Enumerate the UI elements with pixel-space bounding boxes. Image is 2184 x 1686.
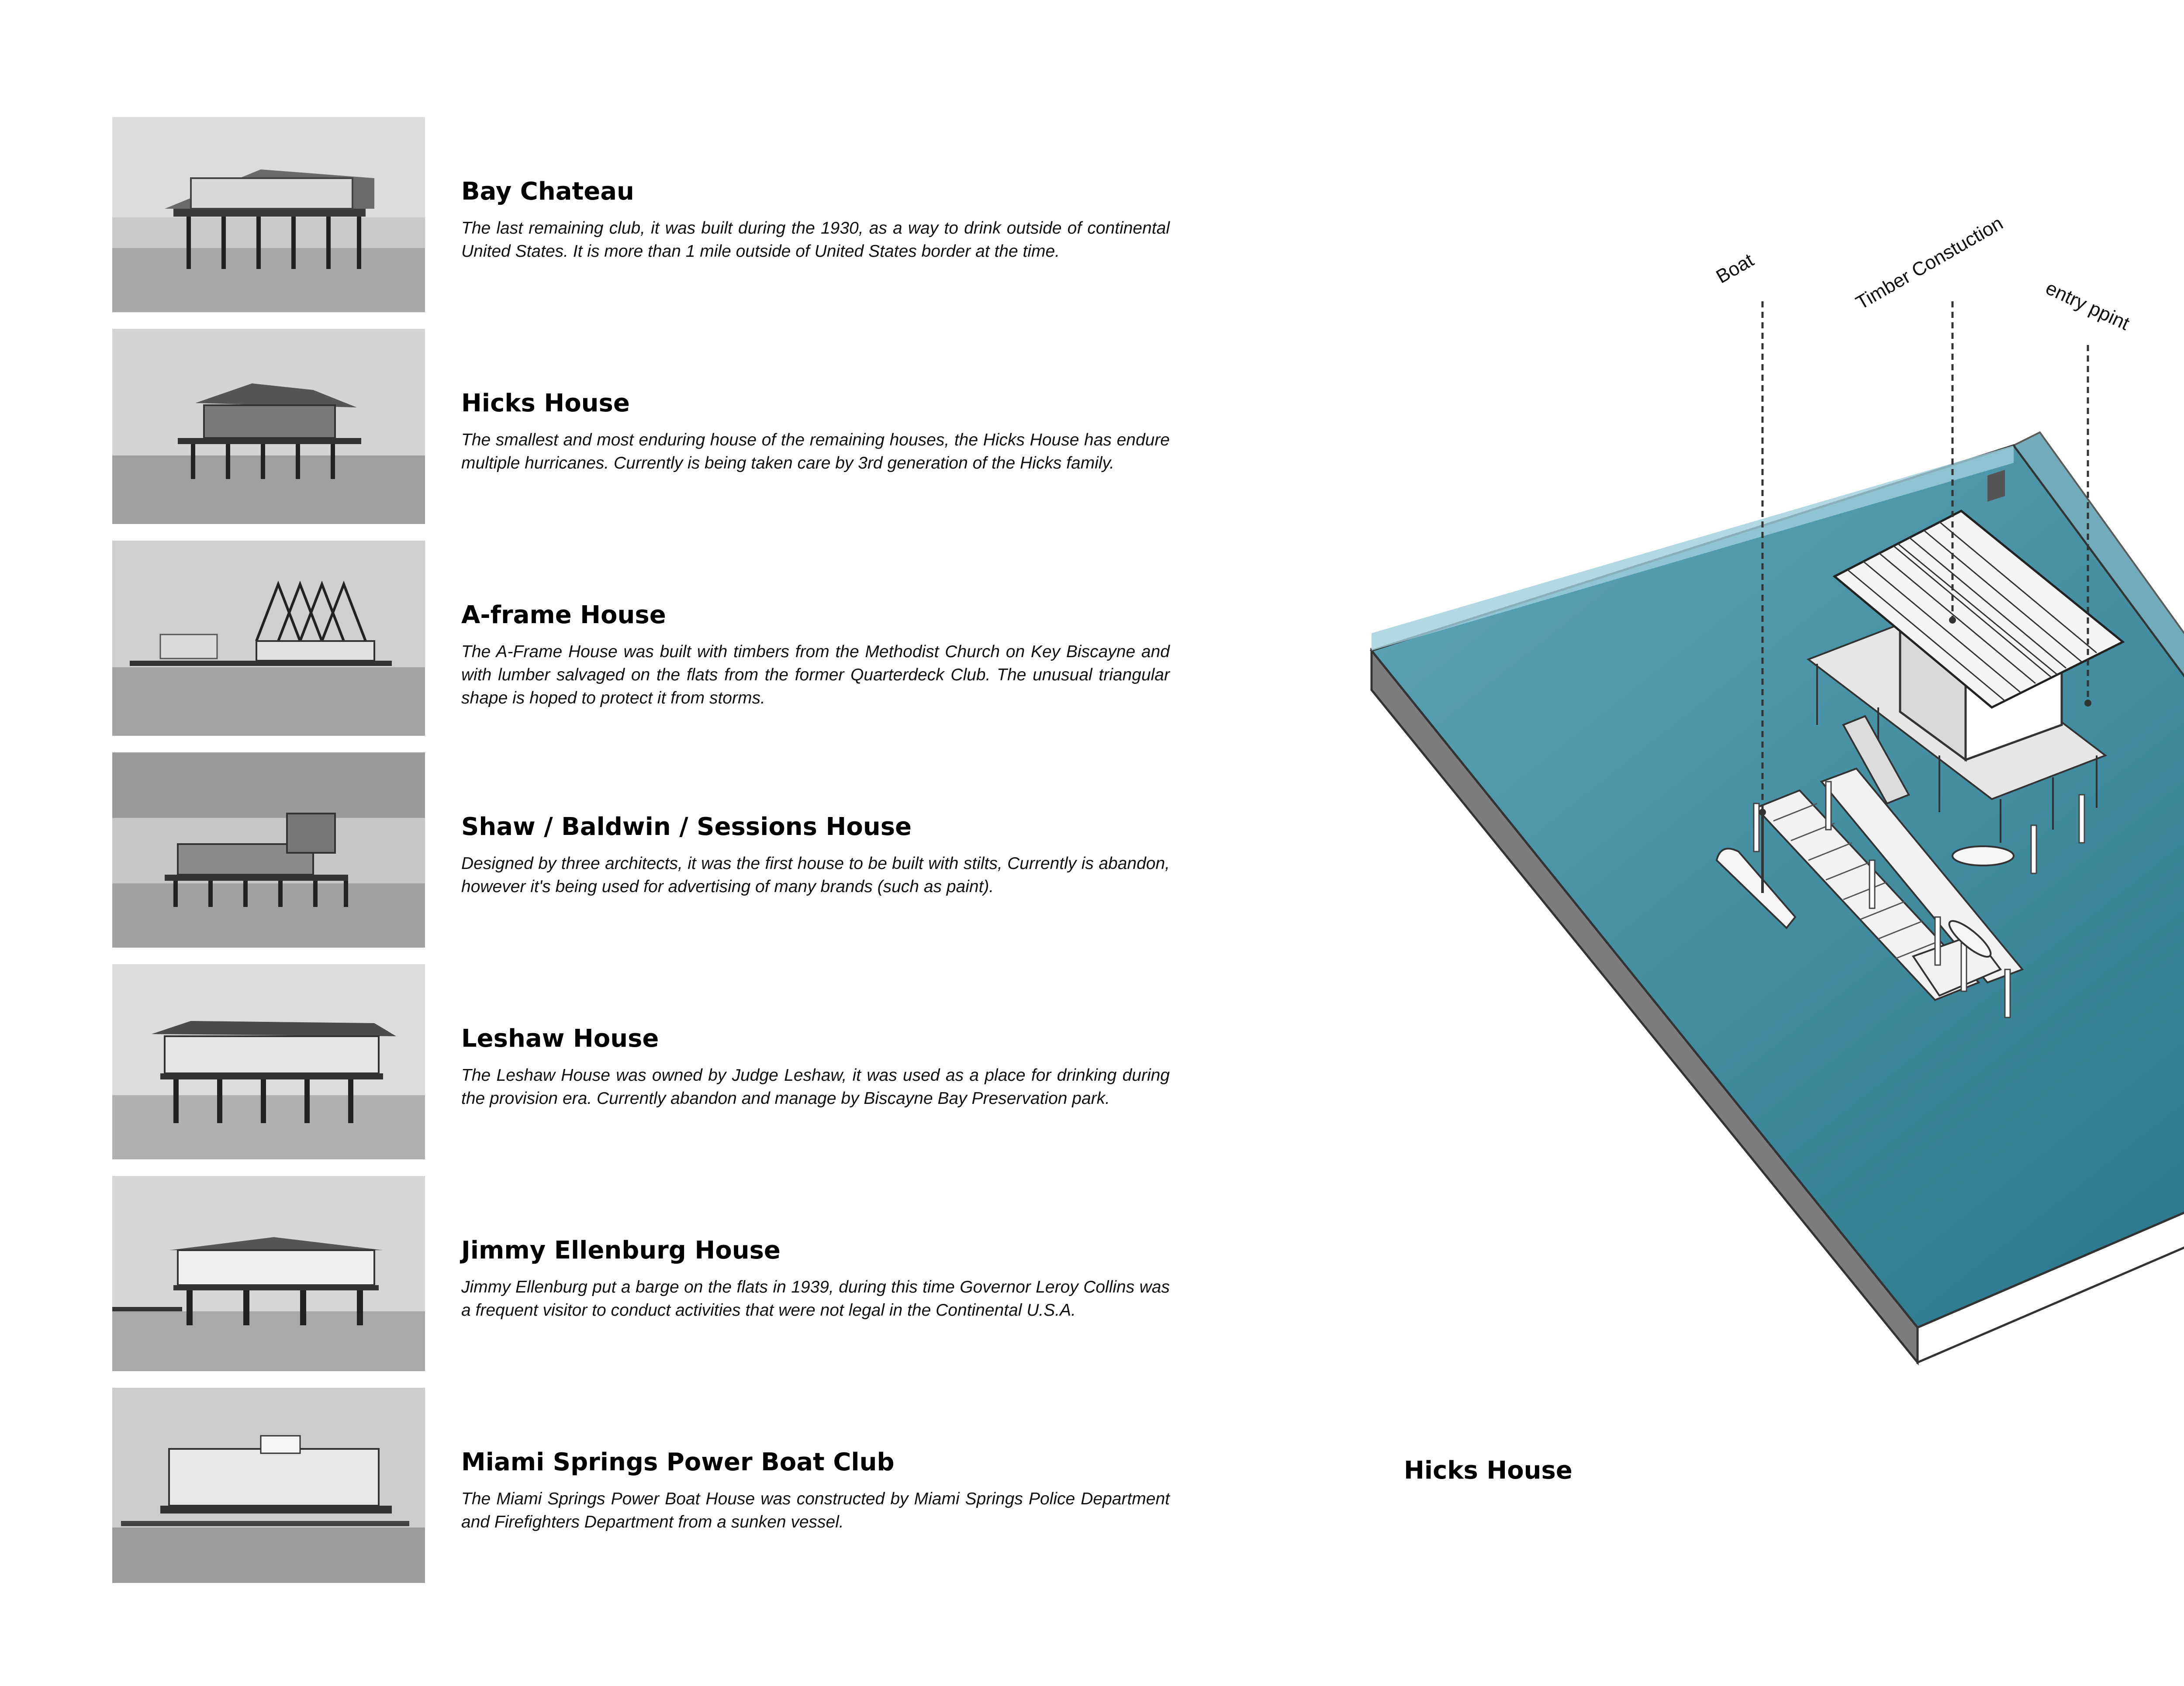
house-entry: [0, 1388, 1267, 1584]
callout-entry-point: entry ppint: [2042, 277, 2133, 334]
house-description: The Leshaw House was owned by Judge Leshaw, it was used as a place for drinking during the provision era. Currently abandon and manage by Biscayne Bay Preservation park.: [461, 1066, 1170, 1108]
callout-timber-construction: Timber Constuction: [1852, 212, 2007, 314]
house-description: The smallest and most enduring house of the remaining houses, the Hicks House has endure multiple hurricanes. Currently is being taken care by 3rd generation of the Hicks family.: [461, 431, 1170, 472]
house-entry: [0, 117, 1267, 314]
house-title: A-frame House: [461, 601, 666, 629]
house-photo: [112, 329, 425, 524]
diagram-caption: Hicks House: [1404, 1456, 1572, 1485]
house-entry: [0, 964, 1267, 1161]
house-photo: [112, 1388, 425, 1583]
house-entry: [0, 329, 1267, 525]
house-photo: [112, 541, 425, 736]
house-title: Leshaw House: [461, 1024, 659, 1053]
house-title: Shaw / Baldwin / Sessions House: [461, 813, 912, 841]
house-entry: [0, 541, 1267, 737]
house-photo: [112, 117, 425, 312]
house-description: The last remaining club, it was built during the 1930, as a way to drink outside of continental United States. It is more than 1 mile outside of United States border at the time.: [461, 219, 1170, 261]
house-title: Bay Chateau: [461, 177, 634, 206]
house-photo: [112, 1176, 425, 1371]
house-description: Designed by three architects, it was the first house to be built with stilts, Currently is abandon, however it's being used for advertising of many brands (such as paint).: [461, 854, 1170, 896]
house-photo: [112, 752, 425, 948]
house-title: Hicks House: [461, 389, 630, 417]
house-description: The A-Frame House was built with timbers from the Methodist Church on Key Biscayne and with lumber salvaged on the flats from the former Quarterdeck Club. The unusual triangular shape is hoped to protect it from storms.: [461, 642, 1170, 707]
house-photo: [112, 964, 425, 1159]
callout-boat: Boat: [1712, 249, 1758, 288]
house-entry: [0, 752, 1267, 949]
hicks-house-axonometric-diagram: [1354, 201, 2184, 1380]
house-description: The Miami Springs Power Boat House was constructed by Miami Springs Police Department and Firefighters Department from a sunken vessel.: [461, 1489, 1170, 1531]
house-entry: [0, 1176, 1267, 1372]
house-title: Miami Springs Power Boat Club: [461, 1448, 895, 1476]
house-title: Jimmy Ellenburg House: [461, 1236, 781, 1265]
house-description: Jimmy Ellenburg put a barge on the flats in 1939, during this time Governor Leroy Collins was a frequent visitor to conduct activities that were not legal in the Continental U.S.A.: [461, 1278, 1170, 1320]
small-boat: [1952, 846, 2014, 865]
water-surface: [1372, 445, 2184, 1327]
